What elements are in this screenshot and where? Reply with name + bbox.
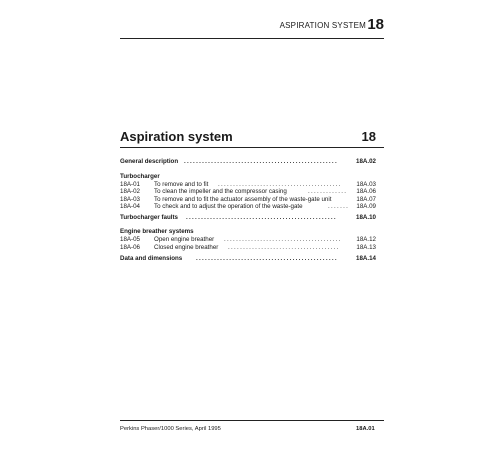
breather-heading: Engine breather systems xyxy=(120,228,194,235)
toc-entry-18a-01[interactable] xyxy=(120,181,376,189)
leader-dots: ....................................... xyxy=(224,236,342,243)
leader-dots: .................................................. xyxy=(186,213,337,221)
leader-dots: ....... xyxy=(328,203,350,210)
toc-code: 18A-06 xyxy=(120,243,140,251)
toc-label: Turbocharger faults xyxy=(120,213,178,221)
toc-entry-18a-06[interactable] xyxy=(120,244,376,252)
toc-entry-turbo-faults[interactable] xyxy=(120,214,376,222)
toc-code: 18A-05 xyxy=(120,236,140,243)
toc-code: 18A-04 xyxy=(120,203,140,210)
chapter-number: 18 xyxy=(361,129,376,144)
leader-dots: ..................................... xyxy=(228,243,340,251)
toc-page: 18A.10 xyxy=(356,213,376,221)
section-title: ASPIRATION SYSTEM xyxy=(279,21,366,30)
toc-entry-general[interactable] xyxy=(120,158,376,166)
toc-page: 18A.12 xyxy=(356,236,376,243)
toc-label: To clean the impeller and the compressor casing xyxy=(154,188,287,195)
toc-label: To remove and to fit the actuator assembly of the waste-gate unit xyxy=(154,195,332,203)
toc-code: 18A-02 xyxy=(120,188,140,195)
toc-entry-18a-03[interactable] xyxy=(120,196,376,204)
table-of-contents xyxy=(120,158,376,263)
toc-label: Closed engine breather xyxy=(154,243,219,251)
toc-label: To remove and to fit xyxy=(154,180,209,188)
toc-label: General description xyxy=(120,158,179,165)
toc-label: Open engine breather xyxy=(154,236,215,243)
toc-page: 18A.02 xyxy=(356,158,376,165)
toc-code: 18A-01 xyxy=(120,180,140,188)
toc-code: 18A-03 xyxy=(120,195,140,203)
title-rule xyxy=(120,147,384,148)
leader-dots: ......................................... xyxy=(218,180,342,188)
leader-dots: ............. xyxy=(308,188,348,195)
leader-dots: ............................................... xyxy=(196,255,338,262)
toc-entry-18a-04[interactable] xyxy=(120,203,376,211)
toc-page: 18A.09 xyxy=(356,203,376,210)
toc-page: 18A.07 xyxy=(356,195,376,203)
page-header xyxy=(120,15,384,39)
toc-page: 18A.03 xyxy=(356,180,376,188)
footer-publication: Perkins Phaser/1000 Series, April 1995 xyxy=(120,426,221,432)
toc-entry-18a-02[interactable] xyxy=(120,188,376,196)
chapter-title: Aspiration system xyxy=(120,129,233,144)
footer-page-number: 18A.01 xyxy=(356,426,375,432)
toc-page: 18A.06 xyxy=(356,188,376,195)
leader-dots: ................................................... xyxy=(184,158,338,165)
toc-page: 18A.14 xyxy=(356,255,376,262)
toc-page: 18A.13 xyxy=(356,243,376,251)
toc-entry-18a-05[interactable] xyxy=(120,236,376,244)
turbocharger-heading: Turbocharger xyxy=(120,172,160,180)
footer-rule xyxy=(120,420,384,421)
toc-label: To check and to adjust the operation of the waste-gate xyxy=(154,203,303,210)
toc-entry-data-dimensions[interactable] xyxy=(120,255,376,263)
section-number: 18 xyxy=(367,16,384,33)
header-rule xyxy=(120,38,384,39)
toc-label: Data and dimensions xyxy=(120,255,183,262)
